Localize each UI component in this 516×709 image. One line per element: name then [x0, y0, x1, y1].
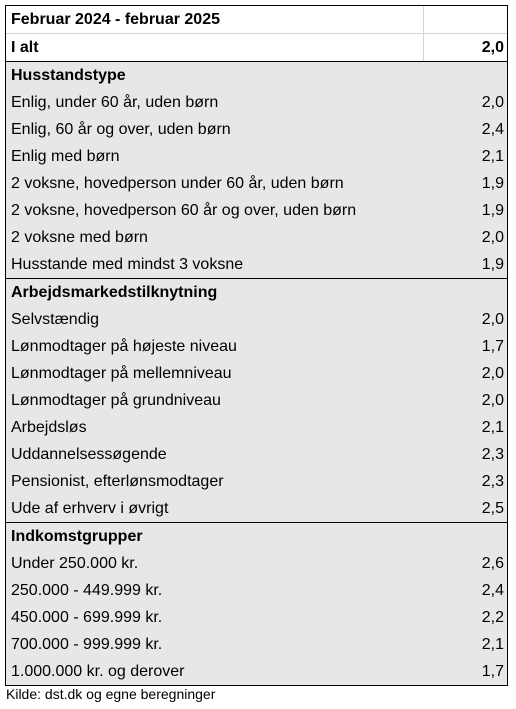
table-row [6, 604, 507, 631]
row-label: Enlig med børn [11, 148, 120, 165]
section-header [6, 278, 507, 306]
row-label: Under 250.000 kr. [11, 555, 139, 572]
row-value: 2,1 [481, 636, 504, 653]
row-value: 2,0 [481, 311, 504, 328]
row-label: Lønmodtager på højeste niveau [11, 338, 237, 355]
row-value: 1,7 [481, 338, 504, 355]
table-header-row [6, 6, 507, 34]
row-label: Arbejdsløs [11, 419, 87, 436]
table-row [6, 333, 507, 360]
row-value: 2,0 [481, 229, 504, 246]
row-value: 2,2 [481, 609, 504, 626]
table-row [6, 306, 507, 333]
row-label: Enlig, under 60 år, uden børn [11, 94, 219, 111]
row-label: Uddannelsessøgende [11, 446, 167, 463]
row-value: 2,3 [481, 473, 504, 490]
table-sections [6, 61, 507, 685]
row-value: 2,0 [481, 392, 504, 409]
section-title: Arbejdsmarkedstilknytning [11, 284, 218, 301]
table-row [6, 360, 507, 387]
total-label: I alt [11, 39, 39, 56]
row-label: Lønmodtager på mellemniveau [11, 365, 232, 382]
table-row [6, 658, 507, 685]
row-value: 2,6 [481, 555, 504, 572]
table-row [6, 495, 507, 522]
row-value: 1,9 [481, 175, 504, 192]
row-value: 2,0 [481, 94, 504, 111]
row-label: 250.000 - 449.999 kr. [11, 582, 163, 599]
table-row [6, 414, 507, 441]
section-header [6, 61, 507, 89]
row-value: 2,4 [481, 121, 504, 138]
table-title-value-cell [423, 6, 507, 33]
table-row [6, 224, 507, 251]
row-value: 2,5 [481, 500, 504, 517]
total-value: 2,0 [423, 34, 507, 61]
row-label: 1.000.000 kr. og derover [11, 663, 185, 680]
row-label: 2 voksne med børn [11, 229, 148, 246]
table-row [6, 550, 507, 577]
table-row [6, 116, 507, 143]
row-label: 2 voksne, hovedperson under 60 år, uden børn [11, 175, 344, 192]
table-row [6, 387, 507, 414]
section-value-cell [423, 523, 507, 550]
section-header [6, 522, 507, 550]
data-table [5, 5, 508, 686]
table-row [6, 170, 507, 197]
table-row [6, 89, 507, 116]
row-label: 2 voksne, hovedperson 60 år og over, uden børn [11, 202, 357, 219]
section-title: Indkomstgrupper [11, 528, 143, 545]
table-title: Februar 2024 - februar 2025 [11, 11, 220, 28]
table-row [6, 143, 507, 170]
row-label: Selvstændig [11, 311, 100, 328]
table-row [6, 631, 507, 658]
section-title: Husstandstype [11, 67, 126, 84]
row-value: 2,0 [481, 365, 504, 382]
table-row [6, 577, 507, 604]
source-note: Kilde: dst.dk og egne beregninger [6, 686, 216, 702]
row-label: Lønmodtager på grundniveau [11, 392, 221, 409]
row-label: Pensionist, efterlønsmodtager [11, 473, 224, 490]
row-value: 2,3 [481, 446, 504, 463]
total-row [6, 34, 507, 61]
row-value: 2,1 [481, 419, 504, 436]
row-label: 700.000 - 999.999 kr. [11, 636, 163, 653]
table-row [6, 197, 507, 224]
section-value-cell [423, 62, 507, 89]
row-value: 1,7 [481, 663, 504, 680]
row-label: Enlig, 60 år og over, uden børn [11, 121, 231, 138]
table-row [6, 468, 507, 495]
row-value: 2,4 [481, 582, 504, 599]
table-row [6, 251, 507, 278]
row-value: 1,9 [481, 202, 504, 219]
row-label: Husstande med mindst 3 voksne [11, 256, 244, 273]
row-value: 2,1 [481, 148, 504, 165]
row-label: 450.000 - 699.999 kr. [11, 609, 163, 626]
row-value: 1,9 [481, 256, 504, 273]
table-row [6, 441, 507, 468]
row-label: Ude af erhverv i øvrigt [11, 500, 169, 517]
section-value-cell [423, 279, 507, 306]
